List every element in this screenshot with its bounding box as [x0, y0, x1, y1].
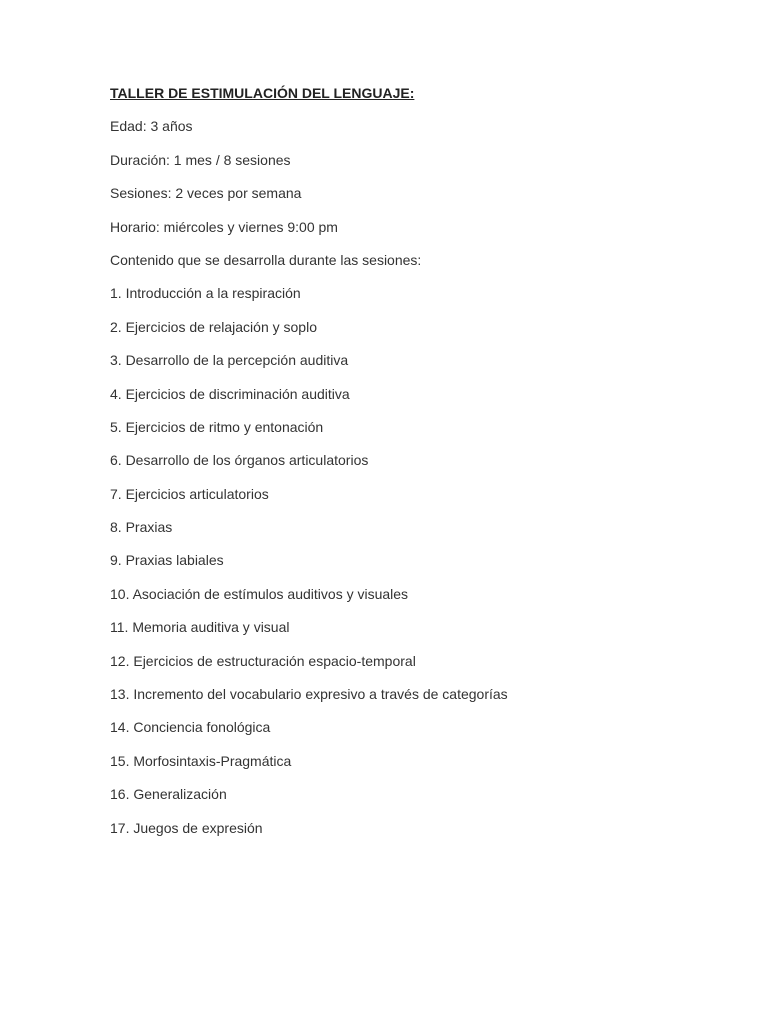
- list-item: 15. Morfosintaxis-Pragmática: [110, 752, 292, 769]
- content-list: [110, 284, 730, 836]
- info-schedule: Horario: miércoles y viernes 9:00 pm: [110, 218, 338, 235]
- document-page: [110, 84, 730, 852]
- list-item: 4. Ejercicios de discriminación auditiva: [110, 385, 350, 402]
- list-item: 14. Conciencia fonológica: [110, 719, 271, 736]
- list-item: 8. Praxias: [110, 519, 173, 536]
- list-item: 7. Ejercicios articulatorios: [110, 485, 269, 502]
- list-item: 1. Introducción a la respiración: [110, 285, 301, 302]
- list-item: 17. Juegos de expresión: [110, 819, 263, 836]
- list-item: 9. Praxias labiales: [110, 552, 224, 569]
- document-title: TALLER DE ESTIMULACIÓN DEL LENGUAJE:: [110, 85, 415, 101]
- list-item: 2. Ejercicios de relajación y soplo: [110, 318, 317, 335]
- list-item: 16. Generalización: [110, 786, 227, 803]
- info-sessions: Sesiones: 2 veces por semana: [110, 185, 302, 202]
- info-age: Edad: 3 años: [110, 118, 193, 135]
- list-item: 12. Ejercicios de estructuración espacio-temporal: [110, 652, 416, 669]
- list-item: 10. Asociación de estímulos auditivos y visuales: [110, 585, 409, 602]
- list-item: 11. Memoria auditiva y visual: [110, 619, 290, 636]
- list-item: 5. Ejercicios de ritmo y entonación: [110, 418, 324, 435]
- list-item: 13. Incremento del vocabulario expresivo a través de categorías: [110, 686, 508, 703]
- content-heading: Contenido que se desarrolla durante las sesiones:: [110, 251, 422, 268]
- list-item: 6. Desarrollo de los órganos articulatorios: [110, 452, 369, 469]
- list-item: 3. Desarrollo de la percepción auditiva: [110, 352, 349, 369]
- info-duration: Duración: 1 mes / 8 sesiones: [110, 151, 291, 168]
